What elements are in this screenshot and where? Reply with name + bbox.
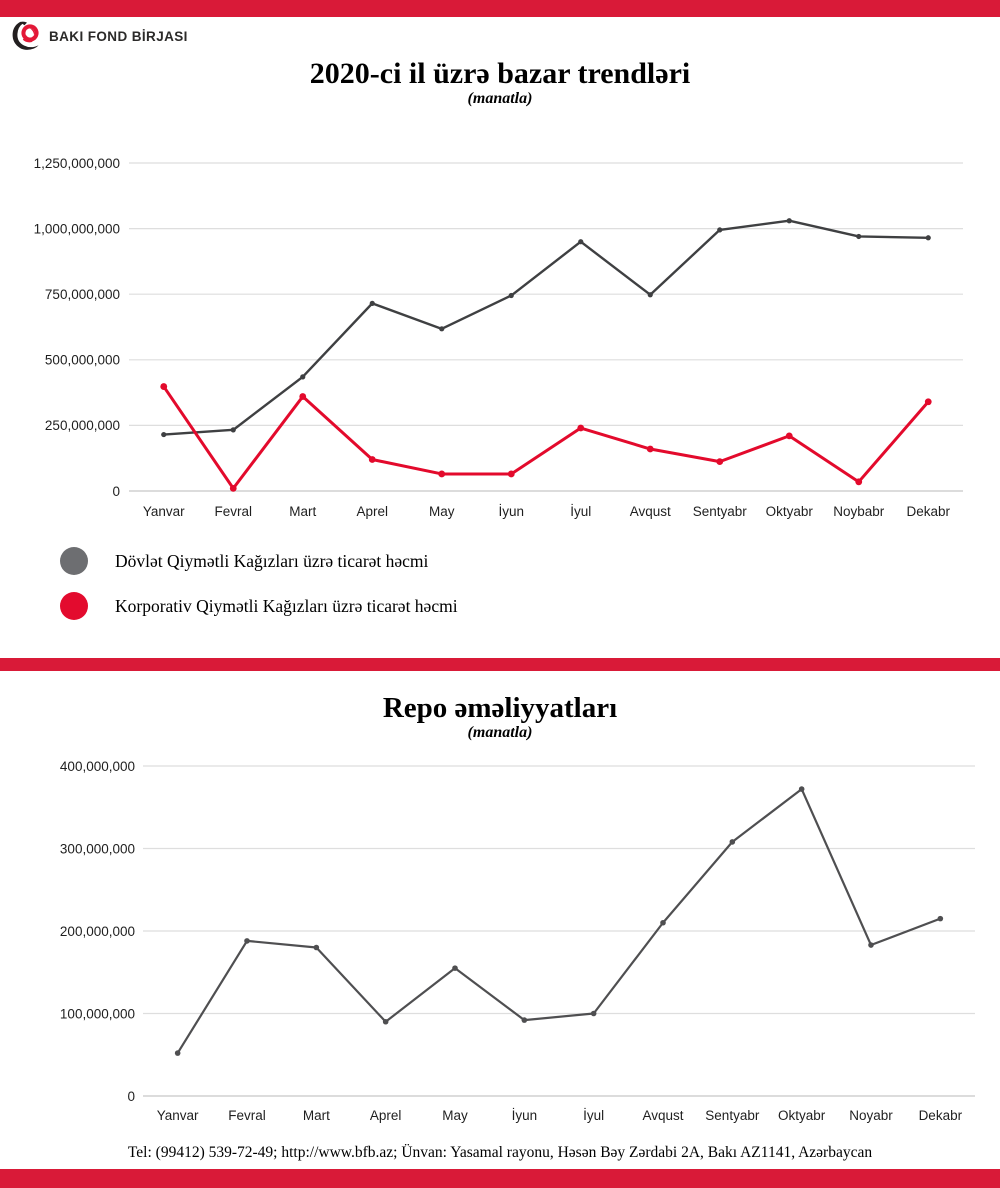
trend-chart-title: 2020-ci il üzrə bazar trendləri xyxy=(309,57,691,90)
svg-text:100,000,000: 100,000,000 xyxy=(59,1006,135,1022)
svg-text:0: 0 xyxy=(112,483,120,499)
svg-text:Yanvar: Yanvar xyxy=(142,504,185,519)
svg-text:Sentyabr: Sentyabr xyxy=(705,1108,760,1123)
svg-text:Sentyabr: Sentyabr xyxy=(692,504,747,519)
repo-chart-title: Repo əməliyyatları xyxy=(382,692,618,724)
svg-text:Aprel: Aprel xyxy=(356,504,389,519)
repo-chart-svg xyxy=(0,755,1000,1135)
svg-text:Aprel: Aprel xyxy=(369,1108,402,1123)
svg-text:Mart: Mart xyxy=(289,504,317,519)
svg-text:Yanvar: Yanvar xyxy=(156,1108,199,1123)
svg-text:Avqust: Avqust xyxy=(629,504,671,519)
legend-item-government xyxy=(60,547,458,575)
svg-text:İyun: İyun xyxy=(511,1108,538,1123)
svg-text:May: May xyxy=(428,504,455,519)
bfb-logo-icon xyxy=(10,20,42,52)
svg-text:400,000,000: 400,000,000 xyxy=(59,758,135,774)
svg-text:Dekabr: Dekabr xyxy=(918,1108,963,1123)
section-divider-bar xyxy=(0,658,1000,671)
corporate-series-swatch xyxy=(60,592,88,620)
svg-text:Fevral: Fevral xyxy=(228,1108,266,1123)
government-series-swatch xyxy=(60,547,88,575)
trend-chart-legend xyxy=(60,547,458,637)
svg-text:Fevral: Fevral xyxy=(214,504,253,519)
brand-logo xyxy=(10,20,188,52)
svg-text:1,250,000,000: 1,250,000,000 xyxy=(33,155,120,171)
svg-text:0: 0 xyxy=(127,1088,135,1104)
svg-text:300,000,000: 300,000,000 xyxy=(59,841,135,857)
svg-text:250,000,000: 250,000,000 xyxy=(44,418,120,434)
trend-chart-svg xyxy=(0,140,1000,530)
svg-text:Noyabr: Noyabr xyxy=(849,1108,893,1123)
footer-contact-text: Tel: (99412) 539-72-49; http://www.bfb.az; Ünvan: Yasamal rayonu, Həsən Bəy Zərdabi 2A, Bakı AZ1141, Azərbaycan xyxy=(127,1144,873,1161)
svg-text:May: May xyxy=(442,1108,468,1123)
svg-text:Dekabr: Dekabr xyxy=(906,504,951,519)
svg-text:İyun: İyun xyxy=(498,504,525,519)
trend-chart-subtitle: (manatla) xyxy=(467,90,533,107)
svg-text:Avqust: Avqust xyxy=(642,1108,684,1123)
svg-text:İyul: İyul xyxy=(570,504,592,519)
trend-chart-title-block xyxy=(0,58,1000,107)
svg-text:Oktyabr: Oktyabr xyxy=(778,1108,826,1123)
svg-text:İyul: İyul xyxy=(583,1108,605,1123)
svg-text:500,000,000: 500,000,000 xyxy=(44,352,120,368)
svg-text:Noybabr: Noybabr xyxy=(833,504,885,519)
bottom-red-bar xyxy=(0,1169,1000,1188)
repo-chart xyxy=(0,755,1000,1135)
svg-text:Oktyabr: Oktyabr xyxy=(765,504,813,519)
top-red-bar xyxy=(0,0,1000,17)
legend-item-corporate xyxy=(60,592,458,620)
repo-chart-title-block xyxy=(0,692,1000,741)
brand-logo-text: BAKI FOND BİRJASI xyxy=(49,28,188,44)
svg-text:200,000,000: 200,000,000 xyxy=(59,923,135,939)
trend-chart xyxy=(0,140,1000,530)
corporate-series-label: Korporativ Qiymətli Kağızları üzrə ticarət həcmi xyxy=(115,595,458,616)
svg-text:Mart: Mart xyxy=(302,1108,330,1123)
svg-text:750,000,000: 750,000,000 xyxy=(44,287,120,302)
svg-text:1,000,000,000: 1,000,000,000 xyxy=(33,221,120,237)
repo-chart-subtitle: (manatla) xyxy=(467,724,533,741)
government-series-label: Dövlət Qiymətli Kağızları üzrə ticarət həcmi xyxy=(115,550,429,571)
